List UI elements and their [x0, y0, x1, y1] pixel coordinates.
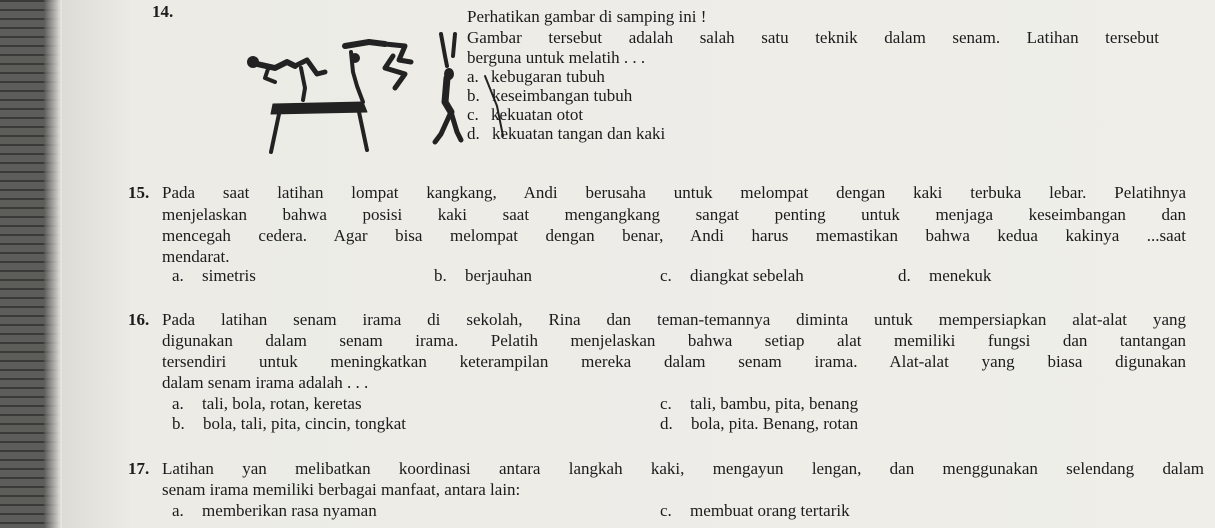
page-shadow-edge — [0, 0, 62, 528]
option-letter: c. — [660, 394, 672, 413]
q14-option-a[interactable] — [467, 67, 605, 86]
q16-number: 16. — [128, 310, 150, 329]
option-text: keseimbangan tubuh — [492, 86, 633, 105]
q15-line-4: mendarat. — [162, 247, 230, 266]
q14-line-2: Gambar tersebut adalah salah satu teknik dalam senam. Latihan tersebut — [467, 28, 1159, 47]
option-text: kekuatan otot — [491, 105, 584, 124]
q16-option-d[interactable] — [660, 414, 858, 433]
option-letter: d. — [660, 414, 673, 433]
q15-option-b[interactable] — [434, 266, 532, 285]
option-text: kebugaran tubuh — [491, 67, 605, 86]
q17-option-a[interactable] — [172, 501, 377, 520]
q15-option-a[interactable] — [172, 266, 256, 285]
option-letter: d. — [898, 266, 911, 285]
q17-option-c[interactable] — [660, 501, 850, 520]
q17-line-1: Latihan yan melibatkan koordinasi antara langkah kaki, mengayun lengan, dan menggunakan selendang dalam — [162, 459, 1204, 478]
option-letter: b. — [434, 266, 447, 285]
q17-number: 17. — [128, 459, 150, 478]
q14-line-1: Perhatikan gambar di samping ini ! — [467, 7, 707, 26]
q15-line-2: menjelaskan bahwa posisi kaki saat mengangkang sangat penting untuk menjaga keseimbangan dan — [162, 205, 1186, 224]
option-letter: a. — [172, 501, 184, 520]
option-text: kekuatan tangan dan kaki — [492, 124, 666, 143]
option-letter: c. — [660, 266, 672, 285]
option-text: membuat orang tertarik — [690, 501, 850, 520]
option-text: bola, pita. Benang, rotan — [691, 414, 859, 433]
q15-option-d[interactable] — [898, 266, 991, 285]
option-text: berjauhan — [465, 266, 533, 285]
q15-line-1: Pada saat latihan lompat kangkang, Andi berusaha untuk melompat dengan kaki terbuka lebar. Pelatihnya — [162, 183, 1186, 202]
option-letter: a. — [172, 266, 184, 285]
q15-option-c[interactable] — [660, 266, 804, 285]
q14-option-c[interactable] — [467, 105, 583, 124]
q16-option-a[interactable] — [172, 394, 362, 413]
option-letter: a. — [467, 67, 479, 86]
q16-line-1: Pada latihan senam irama di sekolah, Rina dan teman-temannya diminta untuk mempersiapkan alat-alat yang — [162, 310, 1186, 329]
q14-line-3: berguna untuk melatih . . . — [467, 48, 646, 67]
option-letter: b. — [467, 86, 480, 105]
option-letter: d. — [467, 124, 480, 143]
q16-line-3: tersendiri untuk meningkatkan keterampilan mereka dalam senam irama. Alat-alat yang biasa digunakan — [162, 352, 1186, 371]
q16-line-4: dalam senam irama adalah . . . — [162, 373, 369, 392]
worksheet-page — [62, 0, 1215, 528]
q15-number: 15. — [128, 183, 150, 202]
q16-option-b[interactable] — [172, 414, 406, 433]
option-text: tali, bola, rotan, keretas — [202, 394, 362, 413]
option-text: memberikan rasa nyaman — [202, 501, 377, 520]
q15-line-3: mencegah cedera. Agar bisa melompat dengan benar, Andi harus memastikan bahwa kedua kakinya ...saat — [162, 226, 1186, 245]
option-text: simetris — [202, 266, 256, 285]
option-letter: c. — [660, 501, 672, 520]
option-letter: c. — [467, 105, 479, 124]
vaulting-illustration — [235, 16, 505, 156]
q14-number: 14. — [152, 2, 174, 21]
option-text: menekuk — [929, 266, 992, 285]
option-letter: b. — [172, 414, 185, 433]
option-letter: a. — [172, 394, 184, 413]
option-text: bola, tali, pita, cincin, tongkat — [203, 414, 407, 433]
q16-option-c[interactable] — [660, 394, 858, 413]
q14-option-b[interactable] — [467, 86, 632, 105]
q14-option-d[interactable] — [467, 124, 665, 143]
option-text: diangkat sebelah — [690, 266, 804, 285]
q17-line-2: senam irama memiliki berbagai manfaat, antara lain: — [162, 480, 521, 499]
option-text: tali, bambu, pita, benang — [690, 394, 859, 413]
q16-line-2: digunakan dalam senam irama. Pelatih menjelaskan bahwa setiap alat memiliki fungsi dan tantangan — [162, 331, 1186, 350]
